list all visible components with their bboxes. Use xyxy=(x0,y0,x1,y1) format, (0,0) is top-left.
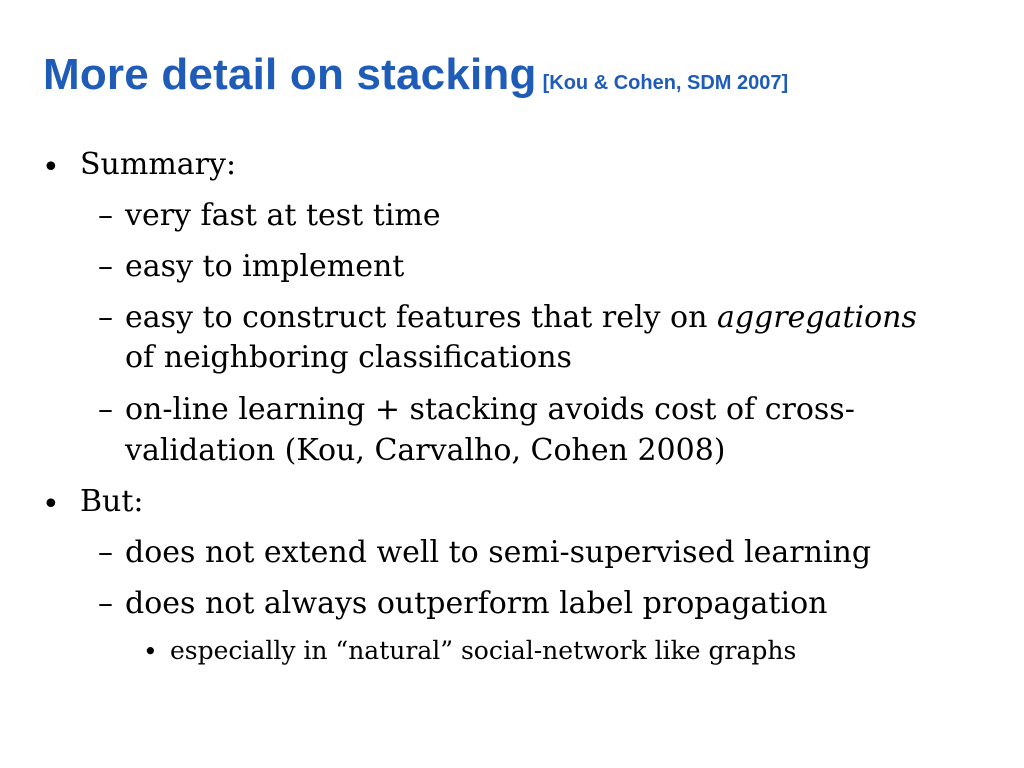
bullet-but: But: xyxy=(80,484,144,519)
dash-marker: – xyxy=(98,249,113,284)
sub-item-easy-implement: easy to implement xyxy=(125,249,405,284)
dash-marker: – xyxy=(98,300,113,335)
sub-item-online-line2: validation (Kou, Carvalho, Cohen 2008) xyxy=(125,433,726,468)
slide-title-citation: [Kou & Cohen, SDM 2007] xyxy=(542,72,789,94)
sub-item-construct-line1 xyxy=(125,300,917,335)
dash-marker: – xyxy=(98,198,113,233)
sub-item-semi: does not extend well to semi-supervised learning xyxy=(125,535,872,570)
construct-text: easy to construct features that rely on xyxy=(125,300,717,335)
sub-item-online-line1: on-line learning + stacking avoids cost of cross- xyxy=(125,392,855,427)
sub-bullet-marker: • xyxy=(143,637,158,666)
sub-item-fast: very fast at test time xyxy=(125,198,441,233)
slide-title-main: More detail on stacking xyxy=(43,50,537,99)
slide-title xyxy=(43,50,788,100)
construct-emphasis: aggregations xyxy=(716,300,917,335)
dash-marker: – xyxy=(98,535,113,570)
sub-item-outperform: does not always outperform label propagation xyxy=(125,586,828,621)
dash-marker: – xyxy=(98,392,113,427)
bullet-marker: • xyxy=(42,150,60,185)
sub-sub-item-natural: especially in “natural” social-network like graphs xyxy=(170,636,797,665)
dash-marker: – xyxy=(98,586,113,621)
bullet-summary: Summary: xyxy=(80,147,237,182)
bullet-marker: • xyxy=(42,487,60,522)
sub-item-construct-line2: of neighboring classifications xyxy=(125,340,572,375)
